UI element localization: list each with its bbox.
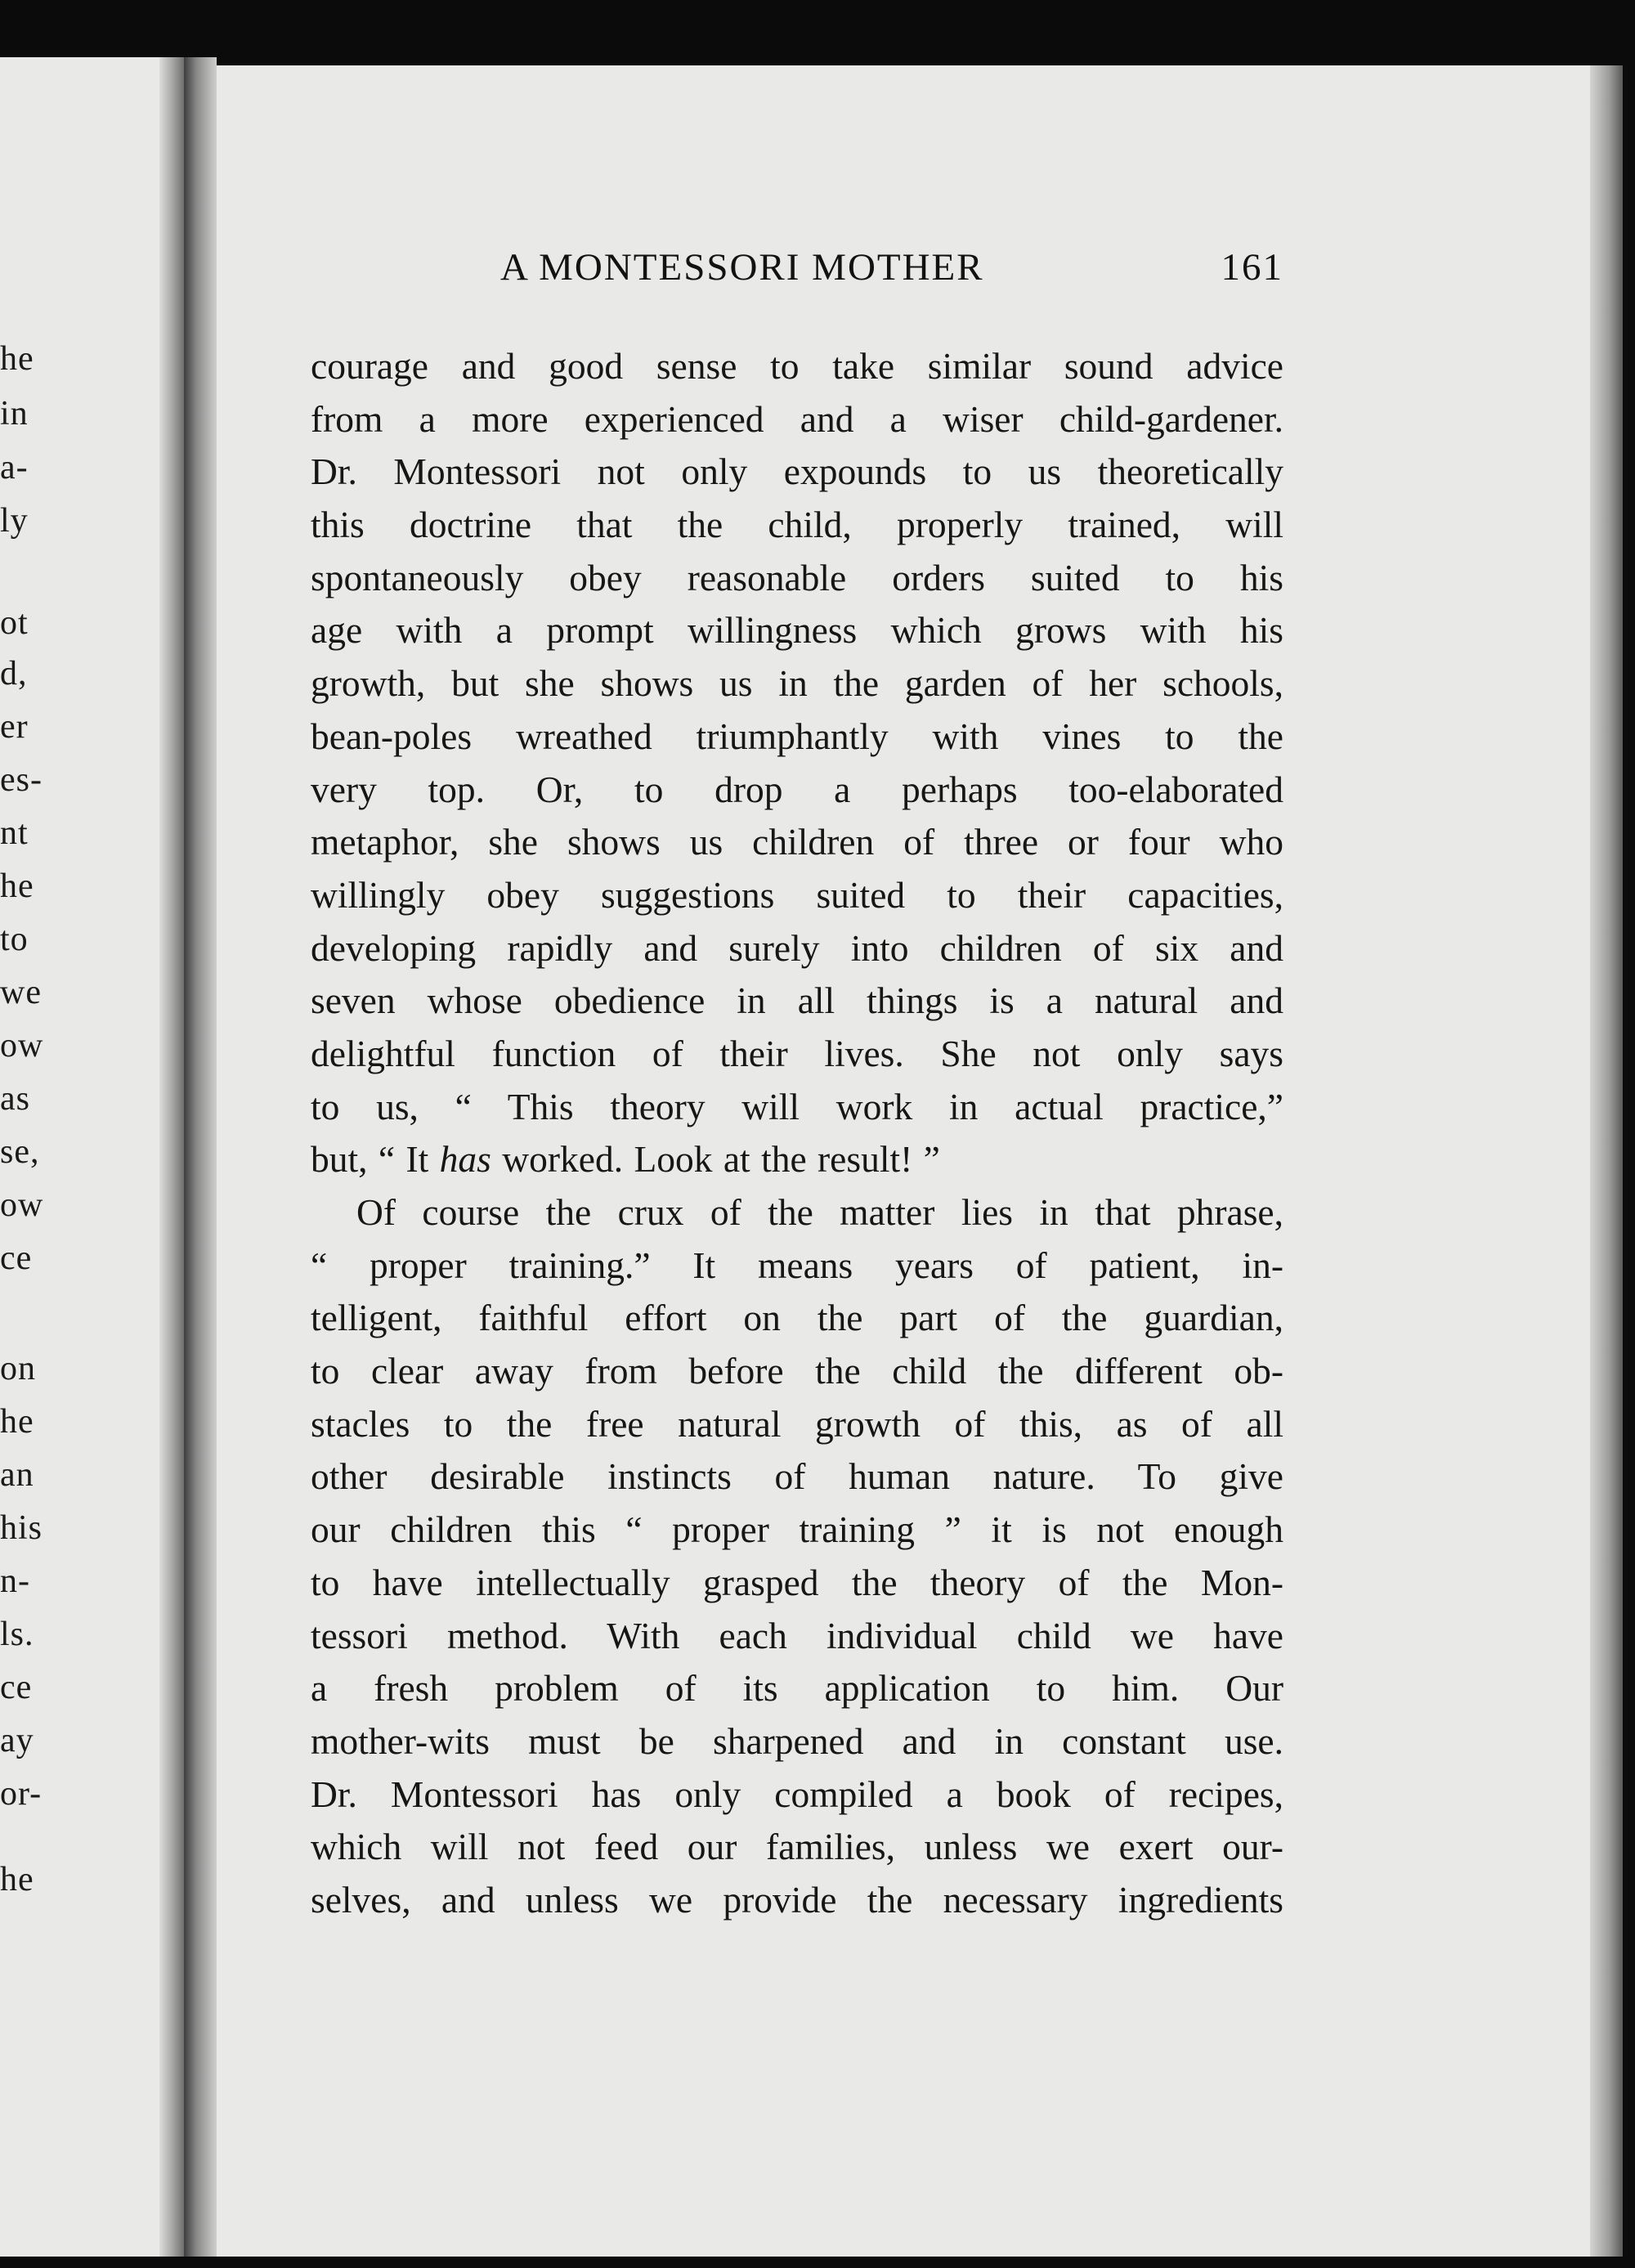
text-line: Dr. Montessori not only expounds to us theoretically	[311, 450, 1283, 493]
text-line: stacles to the free natural growth of this, as of all	[311, 1402, 1283, 1445]
text-line: developing rapidly and surely into children of six and	[311, 926, 1283, 969]
text-line: bean-poles wreathed triumphantly with vines to the	[311, 715, 1283, 757]
text-line: very top. Or, to drop a perhaps too-elaborated	[311, 768, 1283, 810]
page-header	[278, 245, 1283, 294]
text-line: to clear away from before the child the different ob-	[311, 1350, 1283, 1392]
left-fragment: to	[0, 921, 29, 958]
text-line: willingly obey suggestions suited to their capacities,	[311, 873, 1283, 916]
text-line: other desirable instincts of human nature. To give	[311, 1455, 1283, 1498]
text-line: seven whose obedience in all things is a natural and	[311, 979, 1283, 1022]
right-page-edge	[1590, 65, 1623, 2257]
text-line: Dr. Montessori has only compiled a book of recipes,	[311, 1773, 1283, 1815]
left-fragment: ly	[0, 502, 29, 540]
body-text	[311, 340, 1283, 1927]
text-line: age with a prompt willingness which grows with his	[311, 609, 1283, 652]
text-line: to have intellectually grasped the theory of the Mon-	[311, 1561, 1283, 1603]
text-line: metaphor, she shows us children of three or four who	[311, 821, 1283, 863]
text-line-paragraph-end	[311, 1133, 1283, 1186]
text-line: growth, but she shows us in the garden of her schools,	[311, 662, 1283, 705]
text-line: selves, and unless we provide the necessary ingredients	[311, 1878, 1283, 1921]
left-fragment: se,	[0, 1133, 40, 1171]
text-line: telligent, faithful effort on the part of the guardian,	[311, 1297, 1283, 1339]
text-line: mother-wits must be sharpened and in constant use.	[311, 1719, 1283, 1762]
left-fragment: ow	[0, 1027, 44, 1065]
left-fragment: he	[0, 1403, 34, 1441]
left-fragment: as	[0, 1080, 30, 1118]
left-facing-page	[0, 57, 184, 2257]
left-fragment: or-	[0, 1775, 43, 1813]
left-fragment: on	[0, 1350, 36, 1387]
text-line-paragraph-start: Of course the crux of the matter lies in that phrase,	[356, 1191, 1283, 1233]
left-fragment: he	[0, 867, 34, 905]
book-gutter	[184, 57, 217, 2257]
page-number: 161	[1221, 246, 1283, 289]
text-line: this doctrine that the child, properly trained, will	[311, 504, 1283, 546]
text-line: “ proper training.” It means years of patient, in-	[311, 1244, 1283, 1286]
left-fragment: ce	[0, 1669, 33, 1706]
text-line: from a more experienced and a wiser child-gardener.	[311, 397, 1283, 440]
text-line: to us, “ This theory will work in actual practice,”	[311, 1085, 1283, 1127]
text-line: a fresh problem of its application to him. Our	[311, 1667, 1283, 1710]
left-fragment: we	[0, 974, 42, 1011]
left-fragment: ot	[0, 604, 29, 642]
text-line: which will not feed our families, unless we exert our-	[311, 1826, 1283, 1868]
left-fragment: nt	[0, 814, 29, 852]
text-segment: worked. Look at the result! ”	[490, 1138, 940, 1181]
left-fragment: ce	[0, 1239, 33, 1277]
text-line: courage and good sense to take similar sound advice	[311, 345, 1283, 387]
left-fragment: his	[0, 1509, 43, 1547]
italic-word: has	[439, 1138, 491, 1181]
left-page-edge-shadow	[159, 57, 184, 2257]
left-fragment: ay	[0, 1722, 34, 1759]
left-fragment: d,	[0, 655, 28, 693]
running-head: A MONTESSORI MOTHER	[500, 246, 984, 289]
left-fragment: he	[0, 1861, 34, 1898]
text-line: delightful function of their lives. She not only says	[311, 1032, 1283, 1074]
left-fragment: er	[0, 708, 29, 746]
text-line: spontaneously obey reasonable orders suited to his	[311, 556, 1283, 598]
text-line: tessori method. With each individual child we have	[311, 1614, 1283, 1656]
text-line: our children this “ proper training ” it is not enough	[311, 1508, 1283, 1551]
left-fragment: a-	[0, 449, 29, 486]
left-fragment: n-	[0, 1562, 30, 1600]
left-fragment: ow	[0, 1186, 44, 1224]
text-segment: but, “ It	[311, 1138, 440, 1181]
left-fragment: he	[0, 340, 34, 378]
left-fragment: in	[0, 395, 29, 433]
left-fragment: es-	[0, 761, 43, 799]
left-fragment: ls.	[0, 1616, 34, 1653]
left-fragment: an	[0, 1456, 34, 1494]
